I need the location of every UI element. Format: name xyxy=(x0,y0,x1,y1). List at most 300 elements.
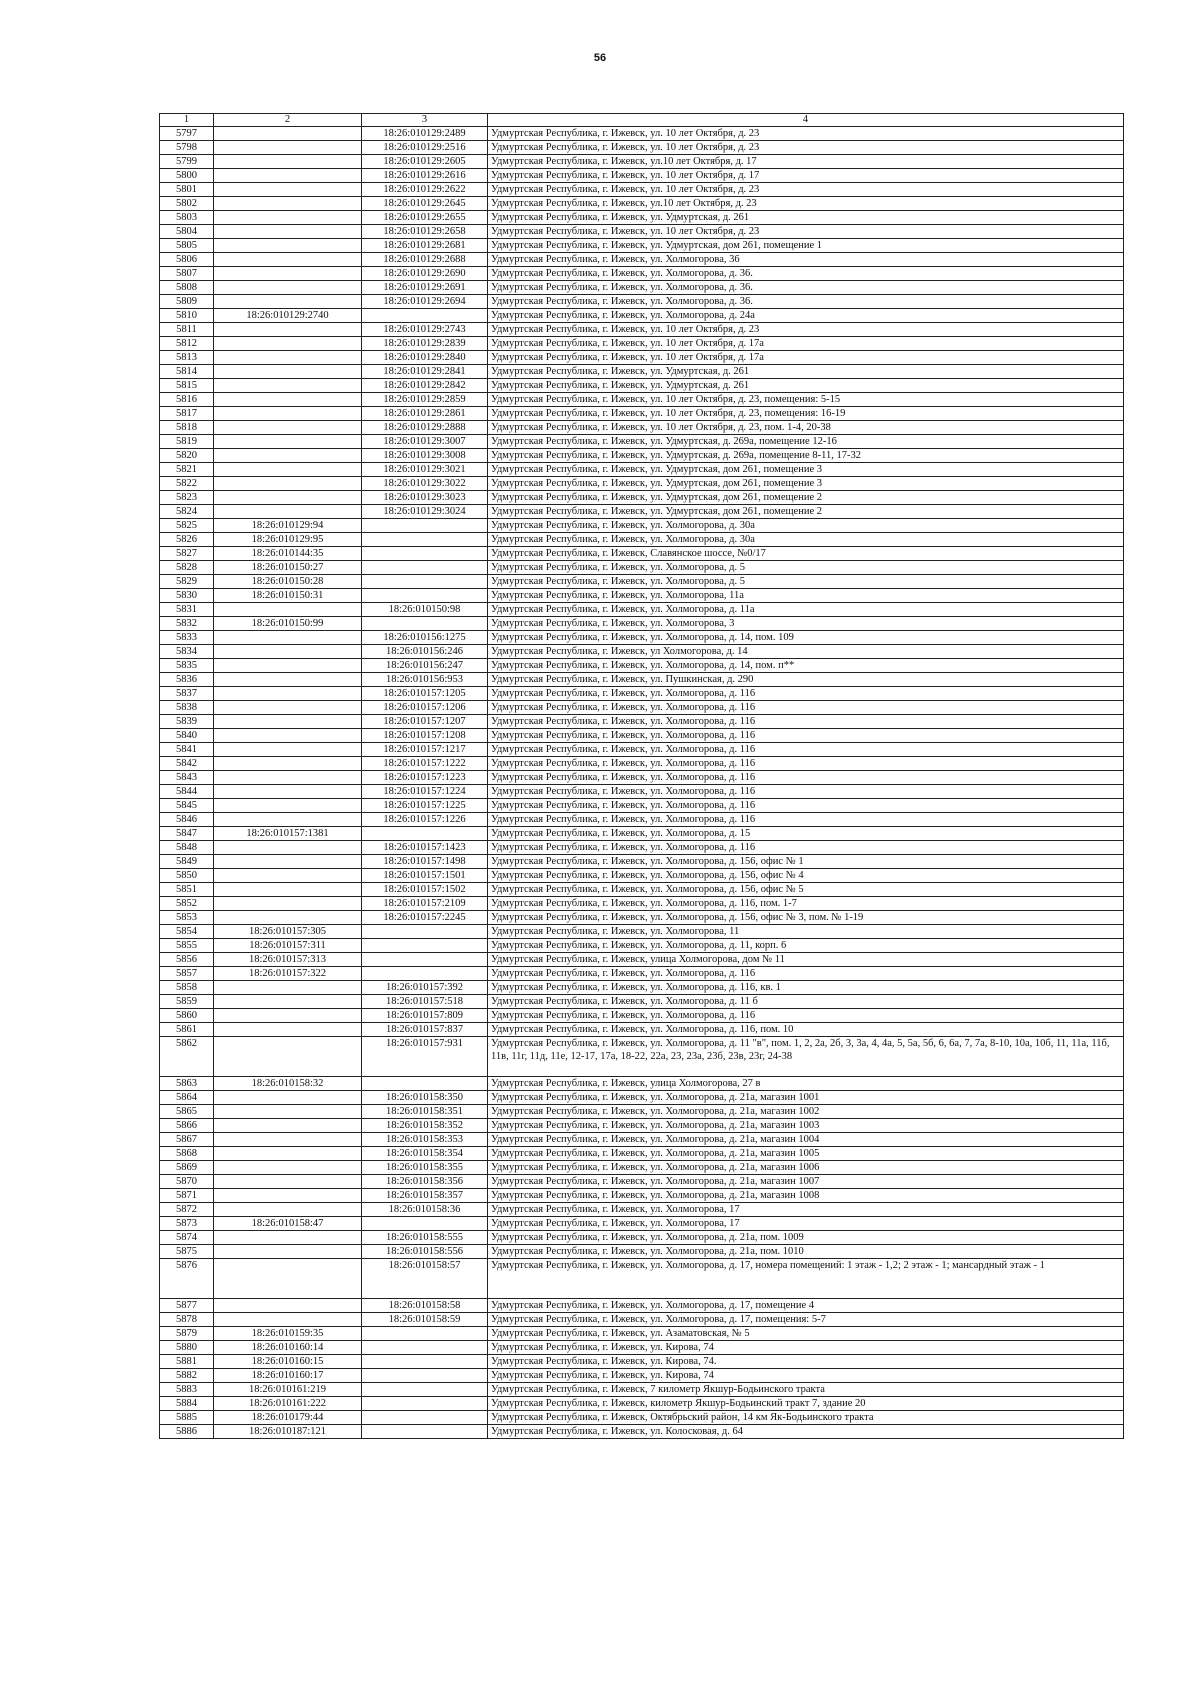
table-row xyxy=(160,239,1124,253)
table-row xyxy=(160,715,1124,729)
cadastral-number-cell: 18:26:010157:1217 xyxy=(362,743,488,757)
cadastral-number-cell xyxy=(214,365,362,379)
cadastral-number-cell: 18:26:010157:311 xyxy=(214,939,362,953)
cadastral-number-cell: 18:26:010157:931 xyxy=(362,1037,488,1077)
cadastral-number-cell: 18:26:010129:3008 xyxy=(362,449,488,463)
address-cell: Удмуртская Республика, г. Ижевск, ул. Удмуртская, д. 261 xyxy=(488,365,1124,379)
address-cell: Удмуртская Республика, г. Ижевск, ул. 10 лет Октября, д. 23, пом. 1-4, 20-38 xyxy=(488,421,1124,435)
cadastral-number-cell xyxy=(214,981,362,995)
cadastral-number-cell xyxy=(214,743,362,757)
cadastral-number-cell: 18:26:010157:1206 xyxy=(362,701,488,715)
cadastral-number-cell: 18:26:010158:36 xyxy=(362,1203,488,1217)
table-row xyxy=(160,1313,1124,1327)
row-number-cell: 5809 xyxy=(160,295,214,309)
address-cell: Удмуртская Республика, г. Ижевск, ул. Азаматовская, № 5 xyxy=(488,1327,1124,1341)
table-row xyxy=(160,1119,1124,1133)
address-cell: Удмуртская Республика, г. Ижевск, ул. Холмогорова, 11а xyxy=(488,589,1124,603)
row-number-cell: 5807 xyxy=(160,267,214,281)
cadastral-number-cell: 18:26:010157:1223 xyxy=(362,771,488,785)
table-row xyxy=(160,1189,1124,1203)
cadastral-number-cell xyxy=(214,155,362,169)
cadastral-number-cell: 18:26:010129:2888 xyxy=(362,421,488,435)
row-number-cell: 5805 xyxy=(160,239,214,253)
address-cell: Удмуртская Республика, г. Ижевск, ул. Холмогорова, д. 21а, пом. 1010 xyxy=(488,1245,1124,1259)
cadastral-number-cell xyxy=(214,183,362,197)
cadastral-number-cell: 18:26:010160:14 xyxy=(214,1341,362,1355)
cadastral-number-cell xyxy=(214,225,362,239)
cadastral-number-cell: 18:26:010129:2840 xyxy=(362,351,488,365)
row-number-cell: 5847 xyxy=(160,827,214,841)
table-row xyxy=(160,141,1124,155)
cadastral-number-cell xyxy=(214,127,362,141)
table-row xyxy=(160,939,1124,953)
cadastral-number-cell xyxy=(214,869,362,883)
row-number-cell: 5817 xyxy=(160,407,214,421)
cadastral-number-cell xyxy=(214,673,362,687)
table-row xyxy=(160,281,1124,295)
address-cell: Удмуртская Республика, г. Ижевск, ул. Удмуртская, дом 261, помещение 2 xyxy=(488,505,1124,519)
row-number-cell: 5863 xyxy=(160,1077,214,1091)
cadastral-number-cell: 18:26:010157:1205 xyxy=(362,687,488,701)
address-cell: Удмуртская Республика, г. Ижевск, ул. Холмогорова, д. 116 xyxy=(488,771,1124,785)
table-row xyxy=(160,533,1124,547)
address-cell: Удмуртская Республика, г. Ижевск, ул. Холмогорова, д. 116 xyxy=(488,785,1124,799)
cadastral-number-cell xyxy=(214,1189,362,1203)
address-cell: Удмуртская Республика, г. Ижевск, ул. Холмогорова, д. 116, кв. 1 xyxy=(488,981,1124,995)
row-number-cell: 5861 xyxy=(160,1023,214,1037)
row-number-cell: 5804 xyxy=(160,225,214,239)
cadastral-number-cell xyxy=(214,771,362,785)
row-number-cell: 5875 xyxy=(160,1245,214,1259)
row-number-cell: 5800 xyxy=(160,169,214,183)
table-row xyxy=(160,1259,1124,1299)
table-row xyxy=(160,799,1124,813)
cadastral-number-cell: 18:26:010158:355 xyxy=(362,1161,488,1175)
row-number-cell: 5812 xyxy=(160,337,214,351)
address-cell: Удмуртская Республика, г. Ижевск, ул. Холмогорова, д. 116 xyxy=(488,799,1124,813)
table-row xyxy=(160,1037,1124,1077)
cadastral-number-cell: 18:26:010158:356 xyxy=(362,1175,488,1189)
cadastral-number-cell: 18:26:010150:31 xyxy=(214,589,362,603)
table-row xyxy=(160,547,1124,561)
row-number-cell: 5841 xyxy=(160,743,214,757)
table-row xyxy=(160,827,1124,841)
cadastral-number-cell xyxy=(362,1077,488,1091)
cadastral-number-cell: 18:26:010158:351 xyxy=(362,1105,488,1119)
address-cell: Удмуртская Республика, г. Ижевск, Октябрьский район, 14 км Як-Бодьинского тракта xyxy=(488,1411,1124,1425)
address-cell: Удмуртская Республика, г. Ижевск, ул. Холмогорова, д. 17, номера помещений: 1 этаж - 1,2; 2 этаж - 1; мансардный этаж - 1 xyxy=(488,1259,1124,1299)
address-cell: Удмуртская Республика, г. Ижевск, ул. Холмогорова, 3 xyxy=(488,617,1124,631)
table-row xyxy=(160,1023,1124,1037)
cadastral-number-cell: 18:26:010161:219 xyxy=(214,1383,362,1397)
cadastral-number-cell: 18:26:010159:35 xyxy=(214,1327,362,1341)
table-row xyxy=(160,1217,1124,1231)
row-number-cell: 5818 xyxy=(160,421,214,435)
cadastral-number-cell xyxy=(362,1425,488,1439)
table-row xyxy=(160,1397,1124,1411)
row-number-cell: 5828 xyxy=(160,561,214,575)
cadastral-number-cell xyxy=(214,267,362,281)
cadastral-number-cell: 18:26:010156:953 xyxy=(362,673,488,687)
cadastral-number-cell xyxy=(362,575,488,589)
table-row xyxy=(160,995,1124,1009)
row-number-cell: 5838 xyxy=(160,701,214,715)
table-row xyxy=(160,351,1124,365)
cadastral-number-cell: 18:26:010129:2740 xyxy=(214,309,362,323)
table-row xyxy=(160,127,1124,141)
table-row xyxy=(160,785,1124,799)
address-cell: Удмуртская Республика, г. Ижевск, ул. Холмогорова, д. 21а, пом. 1009 xyxy=(488,1231,1124,1245)
row-number-cell: 5834 xyxy=(160,645,214,659)
cadastral-number-cell xyxy=(214,659,362,673)
table-row xyxy=(160,953,1124,967)
row-number-cell: 5845 xyxy=(160,799,214,813)
cadastral-number-cell xyxy=(214,1009,362,1023)
cadastral-number-cell: 18:26:010179:44 xyxy=(214,1411,362,1425)
table-row xyxy=(160,1341,1124,1355)
row-number-cell: 5822 xyxy=(160,477,214,491)
address-cell: Удмуртская Республика, г. Ижевск, ул. 10 лет Октября, д. 23, помещения: 16-19 xyxy=(488,407,1124,421)
cadastral-number-cell xyxy=(214,631,362,645)
row-number-cell: 5798 xyxy=(160,141,214,155)
row-number-cell: 5816 xyxy=(160,393,214,407)
row-number-cell: 5808 xyxy=(160,281,214,295)
row-number-cell: 5799 xyxy=(160,155,214,169)
row-number-cell: 5842 xyxy=(160,757,214,771)
row-number-cell: 5860 xyxy=(160,1009,214,1023)
address-cell: Удмуртская Республика, г. Ижевск, ул. Холмогорова, 17 xyxy=(488,1217,1124,1231)
cadastral-number-cell xyxy=(362,1341,488,1355)
table-row xyxy=(160,575,1124,589)
row-number-cell: 5864 xyxy=(160,1091,214,1105)
address-cell: Удмуртская Республика, г. Ижевск, ул. Холмогорова, д. 116, пом. 10 xyxy=(488,1023,1124,1037)
address-cell: Удмуртская Республика, г. Ижевск, ул. Холмогорова, д. 30а xyxy=(488,533,1124,547)
cadastral-number-cell: 18:26:010158:555 xyxy=(362,1231,488,1245)
table-row xyxy=(160,253,1124,267)
table-row xyxy=(160,211,1124,225)
row-number-cell: 5811 xyxy=(160,323,214,337)
cadastral-number-cell: 18:26:010129:2655 xyxy=(362,211,488,225)
cadastral-number-cell: 18:26:010129:2694 xyxy=(362,295,488,309)
address-cell: Удмуртская Республика, г. Ижевск, ул. Холмогорова, д. 116, пом. 1-7 xyxy=(488,897,1124,911)
cadastral-number-cell: 18:26:010129:2841 xyxy=(362,365,488,379)
cadastral-number-cell: 18:26:010157:2245 xyxy=(362,911,488,925)
registry-table xyxy=(159,113,1124,1439)
cadastral-number-cell: 18:26:010150:98 xyxy=(362,603,488,617)
cadastral-number-cell xyxy=(214,393,362,407)
cadastral-number-cell: 18:26:010129:3007 xyxy=(362,435,488,449)
row-number-cell: 5886 xyxy=(160,1425,214,1439)
cadastral-number-cell: 18:26:010129:2605 xyxy=(362,155,488,169)
address-cell: Удмуртская Республика, г. Ижевск, ул. Холмогорова, д. 116 xyxy=(488,701,1124,715)
address-cell: Удмуртская Республика, г. Ижевск, ул. Холмогорова, д. 36. xyxy=(488,295,1124,309)
cadastral-number-cell: 18:26:010187:121 xyxy=(214,1425,362,1439)
cadastral-number-cell: 18:26:010160:15 xyxy=(214,1355,362,1369)
cadastral-number-cell: 18:26:010129:94 xyxy=(214,519,362,533)
address-cell: Удмуртская Республика, г. Ижевск, ул. 10 лет Октября, д. 23 xyxy=(488,141,1124,155)
row-number-cell: 5881 xyxy=(160,1355,214,1369)
cadastral-number-cell: 18:26:010158:59 xyxy=(362,1313,488,1327)
row-number-cell: 5819 xyxy=(160,435,214,449)
row-number-cell: 5877 xyxy=(160,1299,214,1313)
cadastral-number-cell xyxy=(214,211,362,225)
table-row xyxy=(160,505,1124,519)
address-cell: Удмуртская Республика, г. Ижевск, ул. Холмогорова, д. 36. xyxy=(488,267,1124,281)
address-cell: Удмуртская Республика, г. Ижевск, ул. Холмогорова, д. 116 xyxy=(488,729,1124,743)
table-row xyxy=(160,561,1124,575)
table-header-row xyxy=(160,114,1124,127)
address-cell: Удмуртская Республика, г. Ижевск, ул. Холмогорова, д. 116 xyxy=(488,715,1124,729)
table-row xyxy=(160,981,1124,995)
cadastral-number-cell xyxy=(214,1091,362,1105)
cadastral-number-cell xyxy=(214,1037,362,1077)
cadastral-number-cell: 18:26:010129:2516 xyxy=(362,141,488,155)
address-cell: Удмуртская Республика, г. Ижевск, ул. 10 лет Октября, д. 23 xyxy=(488,323,1124,337)
table-row xyxy=(160,1369,1124,1383)
table-row xyxy=(160,435,1124,449)
row-number-cell: 5856 xyxy=(160,953,214,967)
table-row xyxy=(160,323,1124,337)
address-cell: Удмуртская Республика, г. Ижевск, ул. Колосковая, д. 64 xyxy=(488,1425,1124,1439)
table-row xyxy=(160,925,1124,939)
cadastral-number-cell xyxy=(362,1383,488,1397)
table-row xyxy=(160,155,1124,169)
address-cell: Удмуртская Республика, г. Ижевск, ул. Удмуртская, д. 261 xyxy=(488,211,1124,225)
cadastral-number-cell xyxy=(214,855,362,869)
table-row xyxy=(160,1133,1124,1147)
address-cell: Удмуртская Республика, г. Ижевск, ул. Холмогорова, д. 24а xyxy=(488,309,1124,323)
cadastral-number-cell: 18:26:010156:247 xyxy=(362,659,488,673)
address-cell: Удмуртская Республика, г. Ижевск, ул. Холмогорова, д. 156, офис № 4 xyxy=(488,869,1124,883)
table-row xyxy=(160,659,1124,673)
table-row xyxy=(160,421,1124,435)
table-row xyxy=(160,729,1124,743)
row-number-cell: 5884 xyxy=(160,1397,214,1411)
cadastral-number-cell: 18:26:010129:2688 xyxy=(362,253,488,267)
cadastral-number-cell xyxy=(214,687,362,701)
table-row xyxy=(160,771,1124,785)
row-number-cell: 5852 xyxy=(160,897,214,911)
table-row xyxy=(160,1077,1124,1091)
cadastral-number-cell xyxy=(214,505,362,519)
cadastral-number-cell xyxy=(214,1203,362,1217)
row-number-cell: 5803 xyxy=(160,211,214,225)
address-cell: Удмуртская Республика, г. Ижевск, ул. Холмогорова, д. 17, помещения: 5-7 xyxy=(488,1313,1124,1327)
cadastral-number-cell xyxy=(214,141,362,155)
address-cell: Удмуртская Республика, г. Ижевск, ул. Холмогорова, д. 116 xyxy=(488,841,1124,855)
cadastral-number-cell: 18:26:010158:352 xyxy=(362,1119,488,1133)
cadastral-number-cell: 18:26:010157:1226 xyxy=(362,813,488,827)
cadastral-number-cell xyxy=(362,309,488,323)
cadastral-number-cell: 18:26:010129:2616 xyxy=(362,169,488,183)
address-cell: Удмуртская Республика, г. Ижевск, 7 километр Якшур-Бодьинского тракта xyxy=(488,1383,1124,1397)
address-cell: Удмуртская Республика, г. Ижевск, ул. 10 лет Октября, д. 17а xyxy=(488,351,1124,365)
row-number-cell: 5825 xyxy=(160,519,214,533)
cadastral-number-cell: 18:26:010150:27 xyxy=(214,561,362,575)
table-row xyxy=(160,617,1124,631)
row-number-cell: 5850 xyxy=(160,869,214,883)
row-number-cell: 5802 xyxy=(160,197,214,211)
address-cell: Удмуртская Республика, г. Ижевск, ул. Холмогорова, д. 11 "в", пом. 1, 2, 2а, 2б, 3, 3а, 4, 4а, 5, 5а, 5б, 6, 6а, 7, 7а, 8-10, 10а, 10б, 11, 11а, 11б, 11в, 11г, 11д, 11е, 12-17, 17а, 18-22, 22а, 23, 23а, 23б, 23в, 23г, 24-38 xyxy=(488,1037,1124,1077)
table-row xyxy=(160,477,1124,491)
table-row xyxy=(160,407,1124,421)
address-cell: Удмуртская Республика, г. Ижевск, ул. Холмогорова, д. 17, помещение 4 xyxy=(488,1299,1124,1313)
cadastral-number-cell: 18:26:010129:2861 xyxy=(362,407,488,421)
row-number-cell: 5865 xyxy=(160,1105,214,1119)
cadastral-number-cell xyxy=(362,827,488,841)
cadastral-number-cell xyxy=(214,281,362,295)
row-number-cell: 5868 xyxy=(160,1147,214,1161)
address-cell: Удмуртская Республика, г. Ижевск, ул. Холмогорова, д. 21а, магазин 1006 xyxy=(488,1161,1124,1175)
table-row xyxy=(160,589,1124,603)
cadastral-number-cell xyxy=(214,715,362,729)
row-number-cell: 5859 xyxy=(160,995,214,1009)
row-number-cell: 5876 xyxy=(160,1259,214,1299)
cadastral-number-cell: 18:26:010129:2690 xyxy=(362,267,488,281)
cadastral-number-cell xyxy=(214,1245,362,1259)
address-cell: Удмуртская Республика, г. Ижевск, ул. Холмогорова, д. 21а, магазин 1004 xyxy=(488,1133,1124,1147)
address-cell: Удмуртская Республика, г. Ижевск, ул. Удмуртская, дом 261, помещение 1 xyxy=(488,239,1124,253)
cadastral-number-cell xyxy=(214,197,362,211)
column-header: 4 xyxy=(488,114,1124,127)
table-row xyxy=(160,309,1124,323)
address-cell: Удмуртская Республика, г. Ижевск, ул. Холмогорова, 17 xyxy=(488,1203,1124,1217)
table-row xyxy=(160,813,1124,827)
address-cell: Удмуртская Республика, г. Ижевск, ул. Кирова, 74. xyxy=(488,1355,1124,1369)
row-number-cell: 5869 xyxy=(160,1161,214,1175)
table-row xyxy=(160,225,1124,239)
address-cell: Удмуртская Республика, г. Ижевск, ул. Холмогорова, д. 21а, магазин 1007 xyxy=(488,1175,1124,1189)
cadastral-number-cell xyxy=(362,967,488,981)
cadastral-number-cell: 18:26:010158:556 xyxy=(362,1245,488,1259)
cadastral-number-cell: 18:26:010157:837 xyxy=(362,1023,488,1037)
address-cell: Удмуртская Республика, г. Ижевск, ул. Холмогорова, д. 156, офис № 3, пом. № 1-19 xyxy=(488,911,1124,925)
address-cell: Удмуртская Республика, г. Ижевск, ул. Пушкинская, д. 290 xyxy=(488,673,1124,687)
cadastral-number-cell xyxy=(214,645,362,659)
address-cell: Удмуртская Республика, г. Ижевск, ул. Удмуртская, д. 261 xyxy=(488,379,1124,393)
table-row xyxy=(160,855,1124,869)
cadastral-number-cell xyxy=(214,757,362,771)
address-cell: Удмуртская Республика, г. Ижевск, ул. Удмуртская, дом 261, помещение 2 xyxy=(488,491,1124,505)
cadastral-number-cell xyxy=(214,351,362,365)
address-cell: Удмуртская Республика, г. Ижевск, ул.10 лет Октября, д. 17 xyxy=(488,155,1124,169)
column-header: 3 xyxy=(362,114,488,127)
cadastral-number-cell: 18:26:010157:1207 xyxy=(362,715,488,729)
cadastral-number-cell: 18:26:010158:357 xyxy=(362,1189,488,1203)
row-number-cell: 5824 xyxy=(160,505,214,519)
cadastral-number-cell: 18:26:010158:354 xyxy=(362,1147,488,1161)
address-cell: Удмуртская Республика, г. Ижевск, Славянское шоссе, №0/17 xyxy=(488,547,1124,561)
cadastral-number-cell: 18:26:010129:2842 xyxy=(362,379,488,393)
table-body xyxy=(160,127,1124,1439)
cadastral-number-cell xyxy=(214,239,362,253)
row-number-cell: 5858 xyxy=(160,981,214,995)
address-cell: Удмуртская Республика, г. Ижевск, ул. Холмогорова, д. 11а xyxy=(488,603,1124,617)
address-cell: Удмуртская Республика, г. Ижевск, ул. Холмогорова, 36 xyxy=(488,253,1124,267)
row-number-cell: 5880 xyxy=(160,1341,214,1355)
cadastral-number-cell: 18:26:010157:518 xyxy=(362,995,488,1009)
cadastral-number-cell xyxy=(214,407,362,421)
table-row xyxy=(160,463,1124,477)
address-cell: Удмуртская Республика, г. Ижевск, ул.10 лет Октября, д. 23 xyxy=(488,197,1124,211)
cadastral-number-cell: 18:26:010157:809 xyxy=(362,1009,488,1023)
address-cell: Удмуртская Республика, г. Ижевск, ул. Холмогорова, д. 5 xyxy=(488,575,1124,589)
row-number-cell: 5827 xyxy=(160,547,214,561)
cadastral-number-cell xyxy=(214,995,362,1009)
table-row xyxy=(160,1161,1124,1175)
cadastral-number-cell: 18:26:010129:3021 xyxy=(362,463,488,477)
address-cell: Удмуртская Республика, г. Ижевск, ул. Холмогорова, д. 21а, магазин 1002 xyxy=(488,1105,1124,1119)
row-number-cell: 5823 xyxy=(160,491,214,505)
cadastral-number-cell: 18:26:010144:35 xyxy=(214,547,362,561)
address-cell: Удмуртская Республика, г. Ижевск, ул. 10 лет Октября, д. 17 xyxy=(488,169,1124,183)
cadastral-number-cell xyxy=(214,1105,362,1119)
row-number-cell: 5851 xyxy=(160,883,214,897)
table-row xyxy=(160,365,1124,379)
cadastral-number-cell xyxy=(214,463,362,477)
row-number-cell: 5831 xyxy=(160,603,214,617)
row-number-cell: 5835 xyxy=(160,659,214,673)
address-cell: Удмуртская Республика, г. Ижевск, ул. Холмогорова, д. 36. xyxy=(488,281,1124,295)
table-row xyxy=(160,1091,1124,1105)
cadastral-number-cell xyxy=(214,421,362,435)
cadastral-number-cell xyxy=(214,813,362,827)
address-cell: Удмуртская Республика, г. Ижевск, ул. Удмуртская, дом 261, помещение 3 xyxy=(488,463,1124,477)
table-row xyxy=(160,1009,1124,1023)
address-cell: Удмуртская Республика, г. Ижевск, ул. 10 лет Октября, д. 17а xyxy=(488,337,1124,351)
row-number-cell: 5836 xyxy=(160,673,214,687)
cadastral-number-cell: 18:26:010157:1502 xyxy=(362,883,488,897)
table-row xyxy=(160,1147,1124,1161)
cadastral-number-cell: 18:26:010157:322 xyxy=(214,967,362,981)
table-row xyxy=(160,1327,1124,1341)
cadastral-number-cell xyxy=(214,1023,362,1037)
cadastral-number-cell: 18:26:010129:3023 xyxy=(362,491,488,505)
address-cell: Удмуртская Республика, г. Ижевск, ул. Холмогорова, д. 21а, магазин 1005 xyxy=(488,1147,1124,1161)
cadastral-number-cell: 18:26:010160:17 xyxy=(214,1369,362,1383)
address-cell: Удмуртская Республика, г. Ижевск, ул. Холмогорова, 11 xyxy=(488,925,1124,939)
cadastral-number-cell xyxy=(362,519,488,533)
cadastral-number-cell: 18:26:010157:1225 xyxy=(362,799,488,813)
cadastral-number-cell xyxy=(214,435,362,449)
address-cell: Удмуртская Республика, г. Ижевск, ул. Холмогорова, д. 11 б xyxy=(488,995,1124,1009)
table-row xyxy=(160,169,1124,183)
table-row xyxy=(160,701,1124,715)
cadastral-number-cell: 18:26:010157:2109 xyxy=(362,897,488,911)
address-cell: Удмуртская Республика, г. Ижевск, ул. Холмогорова, д. 116 xyxy=(488,813,1124,827)
table-row xyxy=(160,841,1124,855)
cadastral-number-cell xyxy=(362,533,488,547)
row-number-cell: 5846 xyxy=(160,813,214,827)
table-row xyxy=(160,869,1124,883)
row-number-cell: 5871 xyxy=(160,1189,214,1203)
cadastral-number-cell xyxy=(214,253,362,267)
row-number-cell: 5883 xyxy=(160,1383,214,1397)
cadastral-number-cell: 18:26:010158:32 xyxy=(214,1077,362,1091)
row-number-cell: 5839 xyxy=(160,715,214,729)
cadastral-number-cell: 18:26:010129:2691 xyxy=(362,281,488,295)
row-number-cell: 5801 xyxy=(160,183,214,197)
row-number-cell: 5833 xyxy=(160,631,214,645)
table-row xyxy=(160,687,1124,701)
cadastral-number-cell xyxy=(214,295,362,309)
cadastral-number-cell xyxy=(214,477,362,491)
cadastral-number-cell xyxy=(362,953,488,967)
table-row xyxy=(160,883,1124,897)
row-number-cell: 5872 xyxy=(160,1203,214,1217)
address-cell: Удмуртская Республика, г. Ижевск, ул. Холмогорова, д. 30а xyxy=(488,519,1124,533)
address-cell: Удмуртская Республика, г. Ижевск, ул. Холмогорова, д. 21а, магазин 1003 xyxy=(488,1119,1124,1133)
